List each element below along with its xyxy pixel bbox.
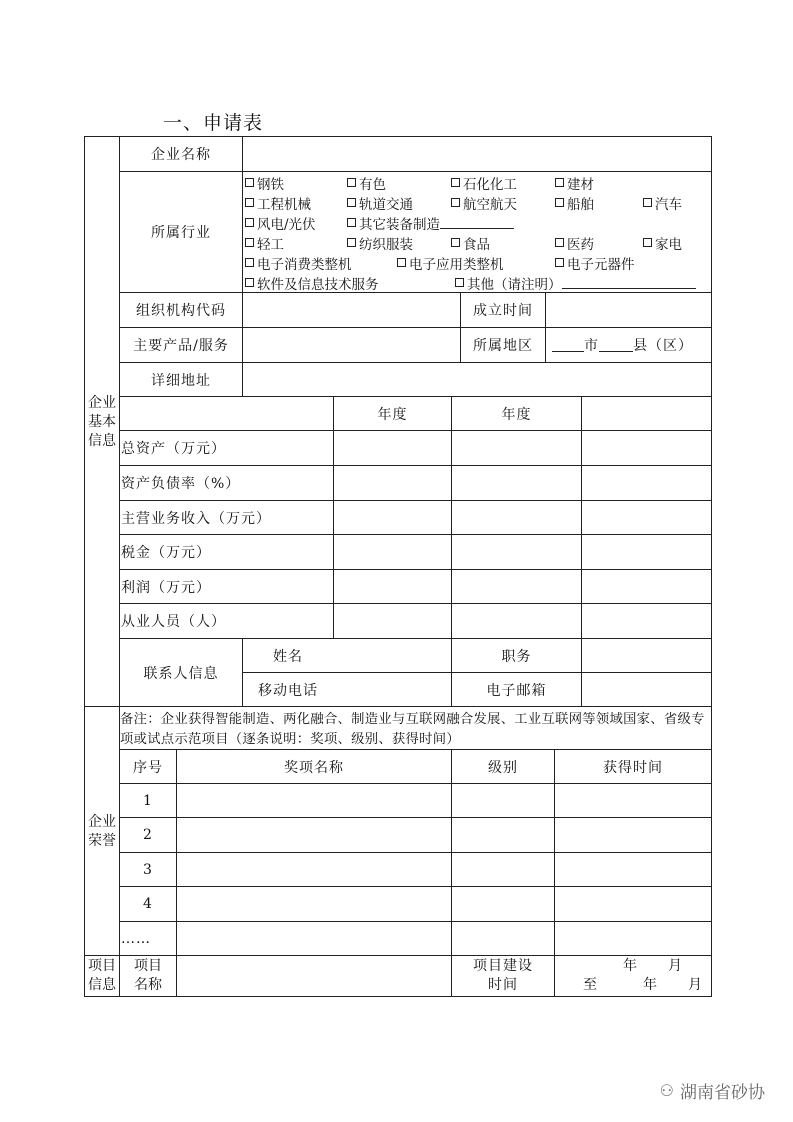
checkbox-icon[interactable] — [245, 278, 254, 287]
contact-position-field[interactable] — [582, 639, 711, 672]
honor-header-award: 奖项名称 — [284, 759, 344, 776]
industry-option[interactable]: 软件及信息技术服务 — [245, 273, 379, 293]
checkbox-icon[interactable] — [245, 238, 254, 247]
checkbox-icon[interactable] — [451, 238, 460, 247]
county-label: 县（区） — [633, 338, 693, 354]
industry-option[interactable]: 电子消费类整机 — [245, 253, 352, 273]
industry-option[interactable]: 医药 — [555, 233, 594, 253]
checkbox-icon[interactable] — [451, 178, 460, 187]
checkbox-icon[interactable] — [555, 198, 564, 207]
industry-option[interactable]: 船舶 — [555, 193, 594, 213]
industry-option[interactable]: 航空航天 — [451, 193, 517, 213]
company-name-label: 企业名称 — [151, 147, 211, 163]
project-name-field[interactable] — [177, 957, 451, 995]
checkbox-icon[interactable] — [643, 198, 652, 207]
project-time-field[interactable]: 年 月 至 年 月 — [583, 958, 703, 993]
project-name-label: 项目名称 — [134, 958, 162, 993]
checkbox-icon[interactable] — [245, 178, 254, 187]
industry-label: 所属行业 — [151, 225, 211, 241]
industry-option[interactable]: 轨道交通 — [347, 193, 413, 213]
honor-header-level: 级别 — [488, 759, 518, 776]
finance-row-label: 税金（万元） — [121, 545, 211, 561]
region-label: 所属地区 — [473, 338, 533, 354]
honor-row-index: 1 — [143, 792, 153, 809]
fill-line[interactable] — [440, 216, 514, 229]
region-field[interactable] — [546, 328, 711, 362]
checkbox-icon[interactable] — [347, 238, 356, 247]
contact-name-field[interactable] — [334, 639, 451, 672]
industry-option[interactable]: 钢铁 — [245, 173, 284, 193]
contact-mobile-field[interactable] — [334, 673, 451, 706]
checkbox-icon[interactable] — [397, 258, 406, 267]
city-label: 市 — [584, 338, 599, 354]
finance-row-label: 从业人员（人） — [121, 614, 226, 630]
industry-option[interactable]: 工程机械 — [245, 193, 311, 213]
checkbox-icon[interactable] — [245, 198, 254, 207]
industry-option[interactable]: 电子应用类整机 — [397, 253, 504, 273]
finance-row-label: 主营业务收入（万元） — [121, 510, 271, 527]
wechat-icon: ⚇ — [659, 1081, 674, 1100]
honor-header-index: 序号 — [133, 759, 163, 776]
checkbox-icon[interactable] — [245, 258, 254, 267]
city-fill-line[interactable] — [552, 339, 584, 352]
watermark — [660, 1078, 765, 1103]
industry-option[interactable]: 建材 — [555, 173, 594, 193]
contact-mobile-label: 移动电话 — [258, 682, 318, 699]
checkbox-icon[interactable] — [555, 238, 564, 247]
checkbox-icon[interactable] — [347, 198, 356, 207]
finance-row-label: 资产负债率（%） — [121, 476, 241, 492]
main-product-field[interactable] — [243, 328, 460, 362]
section-project-info: 项目信息 — [88, 958, 116, 993]
contact-email-field[interactable] — [582, 673, 711, 706]
county-fill-line[interactable] — [599, 339, 633, 352]
checkbox-icon[interactable] — [455, 278, 464, 287]
industry-option[interactable]: 石化化工 — [451, 173, 517, 193]
industry-option[interactable]: 风电/光伏 — [245, 213, 316, 233]
address-label: 详细地址 — [151, 372, 211, 389]
honor-note: 备注：企业获得智能制造、两化融合、制造业与互联网融合发展、工业互联网等领域国家、省级专项或试点示范项目（逐条说明：奖项、级别、获得时间） — [120, 712, 705, 747]
watermark-text: 湖南省砂协 — [680, 1083, 765, 1103]
org-code-field[interactable] — [243, 293, 460, 327]
page-title: 一、申请表 — [163, 112, 264, 134]
main-product-label: 主要产品/服务 — [133, 338, 229, 354]
checkbox-icon[interactable] — [347, 178, 356, 187]
industry-option[interactable]: 有色 — [347, 173, 386, 193]
contact-label: 联系人信息 — [143, 665, 219, 682]
honor-header-date: 获得时间 — [603, 759, 663, 776]
honor-row-index: 3 — [143, 861, 153, 878]
honor-row-index: 2 — [143, 827, 153, 843]
address-field[interactable] — [243, 363, 711, 396]
honor-row-index: …… — [121, 930, 151, 947]
industry-option[interactable]: 汽车 — [643, 193, 682, 213]
contact-name-label: 姓名 — [273, 648, 303, 665]
checkbox-icon[interactable] — [451, 198, 460, 207]
industry-option[interactable]: 食品 — [451, 233, 490, 253]
fill-line[interactable] — [562, 276, 696, 289]
checkbox-icon[interactable] — [555, 178, 564, 187]
year-header-2: 年度 — [501, 406, 532, 423]
contact-email-label: 电子邮箱 — [486, 682, 547, 699]
checkbox-icon[interactable] — [643, 238, 652, 247]
checkbox-icon[interactable] — [245, 218, 254, 227]
honor-row-index: 4 — [143, 896, 153, 912]
industry-option[interactable]: 家电 — [643, 233, 682, 253]
industry-option[interactable]: 纺织服装 — [347, 233, 413, 253]
checkbox-icon[interactable] — [347, 218, 356, 227]
industry-option[interactable]: 其它装备制造 — [347, 213, 514, 233]
industry-option[interactable]: 其他（请注明） — [455, 273, 696, 293]
finance-row-label: 利润（万元） — [121, 579, 211, 596]
industry-option[interactable]: 轻工 — [245, 233, 284, 253]
finance-row-label: 总资产（万元） — [121, 441, 226, 457]
industry-option[interactable]: 电子元器件 — [555, 253, 635, 273]
founded-label: 成立时间 — [473, 303, 533, 319]
year-header-1: 年度 — [377, 406, 408, 423]
founded-field[interactable] — [546, 293, 711, 327]
checkbox-icon[interactable] — [555, 258, 564, 267]
section-basic-info: 企业基本信息 — [88, 394, 116, 449]
company-name-field[interactable] — [243, 137, 711, 171]
project-time-label: 项目建设 时间 — [473, 958, 533, 993]
org-code-label: 组织机构代码 — [136, 303, 226, 319]
contact-position-label: 职务 — [501, 648, 532, 665]
section-honor: 企业荣誉 — [88, 814, 116, 849]
